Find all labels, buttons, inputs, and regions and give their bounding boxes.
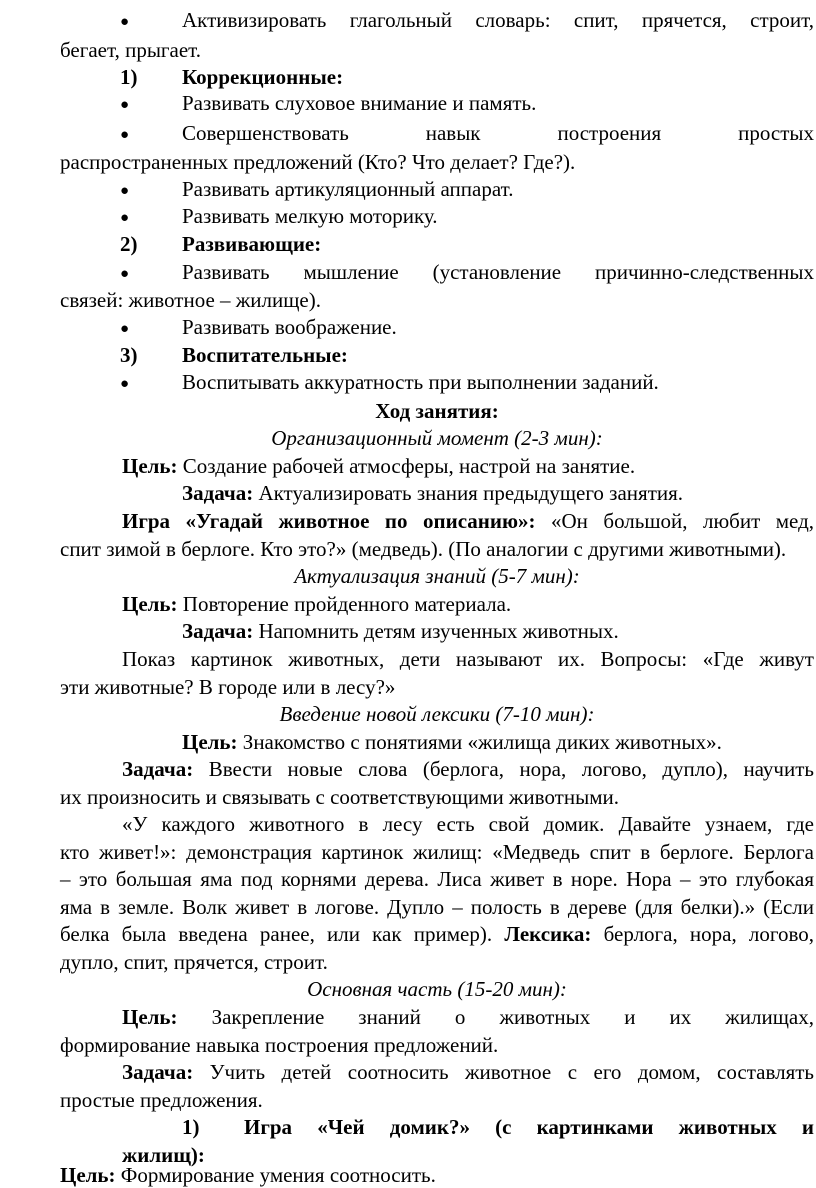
paragraph-line: эти животные? В городе или в лесу?» [60, 675, 396, 699]
goal-label: Цель: [122, 592, 178, 616]
lexicon-label: Лексика: [504, 922, 592, 946]
goal-line [122, 1005, 814, 1029]
task-line [122, 757, 814, 781]
task-text-continued: их произносить и связывать с соответствующими животными. [60, 785, 619, 809]
bullet-text-continued: бегает, прыгает. [60, 38, 202, 62]
goal-label: Цель: [122, 454, 178, 478]
goal-label: Цель: [182, 730, 238, 754]
goal-text-continued: формирование навыка построения предложений. [60, 1033, 499, 1057]
paragraph-line: кто живет!»: демонстрация картинок жилищ: «Медведь спит в берлоге. Берлога [60, 840, 814, 864]
section-title: Воспитательные: [182, 343, 348, 367]
bullet-text: Воспитывать аккуратность при выполнении заданий. [182, 370, 659, 394]
bullet-text: Развивать слуховое внимание и память. [182, 91, 537, 115]
game-label: Игра «Угадай животное по описанию»: [122, 509, 536, 533]
task-label: Задача: [122, 757, 194, 781]
task-text: Учить детей соотносить животное с его домом, составлять [209, 1060, 815, 1084]
bullet-icon: ● [120, 321, 130, 337]
bullet-text-continued: связей: животное – жилище). [60, 288, 321, 312]
game-text-continued: спит зимой в берлоге. Кто это?» (медведь). (По аналогии с другими животными). [60, 537, 787, 561]
game-title: Игра «Чей домик?» (с картинками животных и [244, 1115, 814, 1139]
goal-text: Знакомство с понятиями «жилища диких животных». [242, 730, 722, 754]
goal-text: Создание рабочей атмосферы, настрой на занятие. [182, 454, 636, 478]
bullet-icon: ● [120, 97, 130, 113]
bullet-text: Совершенствовать навык построения простых [182, 121, 814, 145]
bullet-icon: ● [120, 376, 130, 392]
goal-label: Цель: [60, 1163, 116, 1187]
bullet-text: Развивать мелкую моторику. [182, 204, 438, 228]
goal-line [60, 1163, 436, 1187]
section-title: Коррекционные: [182, 65, 344, 89]
lesson-heading: Ход занятия: [375, 399, 499, 423]
paragraph-line [60, 922, 814, 946]
task-label: Задача: [182, 481, 254, 505]
bullet-text: Развивать воображение. [182, 315, 397, 339]
section-title: Развивающие: [182, 232, 322, 256]
bullet-text: Развивать артикуляционный аппарат. [182, 177, 514, 201]
task-line [182, 619, 619, 643]
goal-line [182, 730, 722, 754]
game-title-continued: жилищ): [122, 1143, 205, 1167]
game-text: «Он большой, любит мед, [551, 509, 814, 533]
section-number: 1) [120, 65, 138, 89]
game-line [122, 509, 814, 533]
task-line [122, 1060, 814, 1084]
paragraph-line: яма в земле. Волк живет в логове. Дупло – полость в дереве (для белки).» (Если [60, 895, 814, 919]
paragraph-line: Показ картинок животных, дети называют их. Вопросы: «Где живут [122, 647, 814, 671]
bullet-icon: ● [120, 183, 130, 199]
paragraph-line: дупло, спит, прячется, строит. [60, 950, 328, 974]
paragraph-line: «У каждого животного в лесу есть свой домик. Давайте узнаем, где [122, 812, 814, 836]
goal-text: Формирование умения соотносить. [120, 1163, 436, 1187]
game-number: 1) [182, 1115, 200, 1139]
bullet-icon: ● [120, 210, 130, 226]
task-label: Задача: [122, 1060, 194, 1084]
bullet-text: Развивать мышление (установление причинно-следственных [182, 260, 814, 284]
bullet-icon: ● [120, 266, 130, 282]
section-number: 2) [120, 232, 138, 256]
goal-line [122, 454, 635, 478]
bullet-text: Активизировать глагольный словарь: спит, прячется, строит, [182, 8, 814, 32]
goal-line [122, 592, 511, 616]
task-text: Напомнить детям изученных животных. [258, 619, 619, 643]
stage-title: Основная часть (15-20 мин): [307, 977, 567, 1001]
lexicon-text: берлога, нора, логово, [603, 922, 815, 946]
goal-label: Цель: [122, 1005, 178, 1029]
task-text-continued: простые предложения. [60, 1088, 263, 1112]
goal-text: Закрепление знаний о животных и их жилищах, [211, 1005, 814, 1029]
section-number: 3) [120, 343, 138, 367]
bullet-text-continued: распространенных предложений (Кто? Что делает? Где?). [60, 150, 576, 174]
goal-text: Повторение пройденного материала. [182, 592, 512, 616]
paragraph-line: – это большая яма под корнями дерева. Лиса живет в норе. Нора – это глубокая [60, 867, 814, 891]
task-text: Ввести новые слова (берлога, нора, логово, дупло), научить [208, 757, 814, 781]
stage-title: Введение новой лексики (7-10 мин): [279, 702, 595, 726]
task-line [182, 481, 683, 505]
bullet-icon: ● [120, 127, 130, 143]
paragraph-text: белка была введена ранее, или как пример). [60, 922, 493, 946]
stage-title: Организационный момент (2-3 мин): [271, 426, 603, 450]
bullet-icon: ● [120, 14, 130, 30]
stage-title: Актуализация знаний (5-7 мин): [294, 564, 580, 588]
task-label: Задача: [182, 619, 254, 643]
task-text: Актуализировать знания предыдущего занятия. [258, 481, 684, 505]
